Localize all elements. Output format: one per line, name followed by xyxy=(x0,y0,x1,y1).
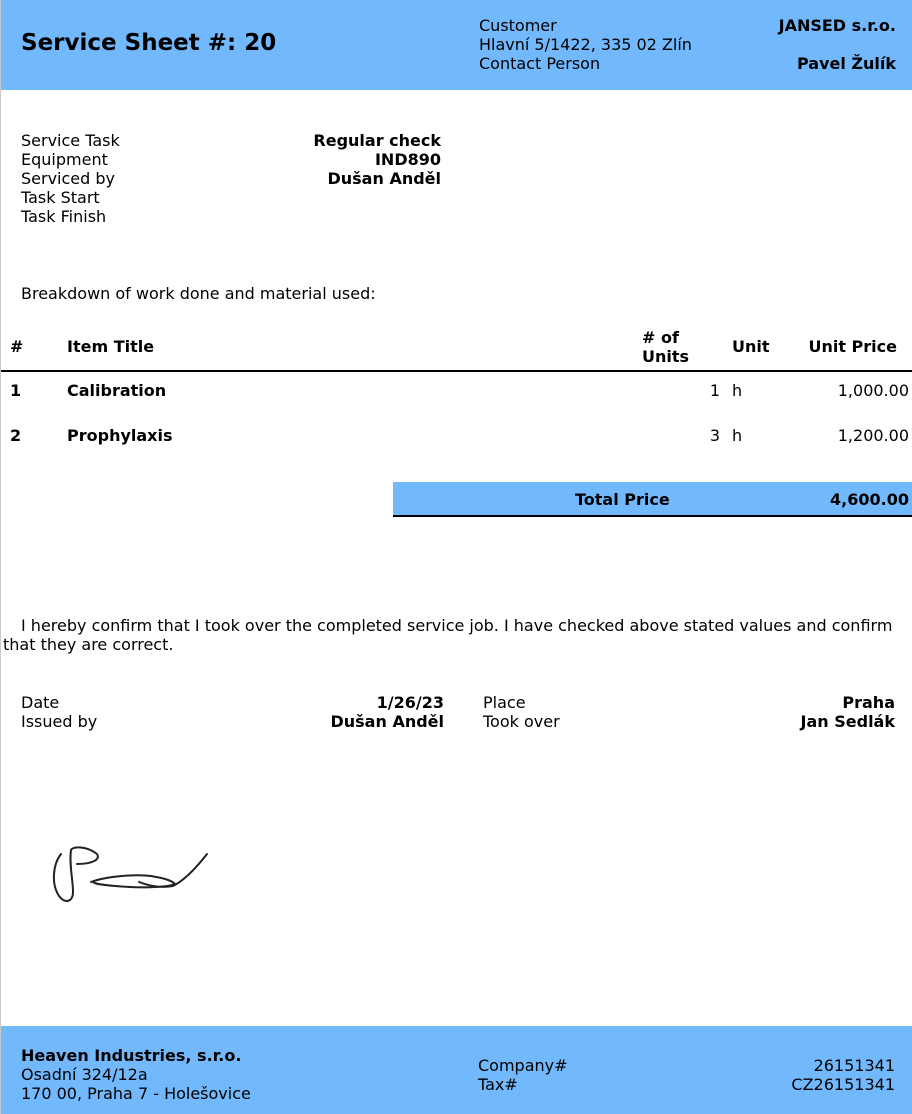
total-value: 4,600.00 xyxy=(830,490,909,509)
row-price: 1,200.00 xyxy=(837,426,909,445)
info-row-serviced-by xyxy=(21,169,441,188)
tax-value: CZ26151341 xyxy=(791,1075,895,1094)
info-label: Equipment xyxy=(21,150,108,169)
info-row-equipment xyxy=(21,150,441,169)
row-units: 3 xyxy=(709,426,720,445)
date-value: 1/26/23 xyxy=(376,693,444,712)
header xyxy=(1,0,912,90)
row-title: Prophylaxis xyxy=(67,426,173,445)
header-title: Item Title xyxy=(67,337,155,356)
header-units: # of Units xyxy=(642,328,690,366)
info-label: Task Start xyxy=(21,188,100,207)
place-row xyxy=(483,693,895,712)
info-row-service-task xyxy=(21,131,441,150)
sign-right xyxy=(483,693,895,731)
issued-value: Dušan Anděl xyxy=(330,712,444,731)
company-no-row xyxy=(478,1056,895,1075)
signature-image xyxy=(47,842,217,912)
total-label: Total Price xyxy=(575,490,670,509)
info-label: Serviced by xyxy=(21,169,115,188)
contact-name: Pavel Žulík xyxy=(796,54,896,73)
company-no-label: Company# xyxy=(478,1056,568,1075)
footer xyxy=(1,1026,912,1114)
info-value: Dušan Anděl xyxy=(327,169,441,188)
table-row xyxy=(1,372,912,417)
company-info xyxy=(21,1046,251,1103)
company-no-value: 26151341 xyxy=(813,1056,895,1075)
items-table xyxy=(1,326,912,462)
info-label: Task Finish xyxy=(21,207,107,226)
customer-address: Hlavní 5/1422, 335 02 Zlín xyxy=(479,35,692,54)
total-price-bar xyxy=(393,482,912,517)
info-value: IND890 xyxy=(374,150,441,169)
customer-block xyxy=(479,16,692,73)
service-info xyxy=(21,131,441,226)
row-num: 2 xyxy=(10,426,22,445)
issued-label: Issued by xyxy=(21,712,98,731)
header-price: Unit Price xyxy=(808,337,897,356)
row-units: 1 xyxy=(709,381,720,400)
tax-row xyxy=(478,1075,895,1094)
info-row-task-start xyxy=(21,188,441,207)
confirmation-text: I hereby confirm that I took over the completed service job. I have checked above stated values and confirm that they are correct. xyxy=(3,616,893,654)
breakdown-heading: Breakdown of work done and material used: xyxy=(21,284,376,303)
company-address-1: Osadní 324/12a xyxy=(21,1065,148,1084)
row-num: 1 xyxy=(10,381,22,400)
issued-row xyxy=(21,712,444,731)
date-label: Date xyxy=(21,693,60,712)
tax-label: Tax# xyxy=(478,1075,518,1094)
contact-label: Contact Person xyxy=(479,54,601,73)
header-unit: Unit xyxy=(732,337,770,356)
took-over-row xyxy=(483,712,895,731)
sign-left xyxy=(21,693,444,731)
row-unit: h xyxy=(732,381,743,400)
company-ids xyxy=(478,1056,895,1094)
row-unit: h xyxy=(732,426,743,445)
table-row xyxy=(1,417,912,462)
page-title: Service Sheet #: 20 xyxy=(21,30,277,56)
info-value: Regular check xyxy=(313,131,441,150)
customer-values xyxy=(779,16,896,73)
row-title: Calibration xyxy=(67,381,167,400)
company-address-2: 170 00, Praha 7 - Holešovice xyxy=(21,1084,251,1103)
row-price: 1,000.00 xyxy=(837,381,909,400)
took-over-value: Jan Sedlák xyxy=(800,712,895,731)
company-name: Heaven Industries, s.r.o. xyxy=(21,1046,242,1065)
customer-name: JANSED s.r.o. xyxy=(778,16,896,35)
info-label: Service Task xyxy=(21,131,120,150)
info-row-task-finish xyxy=(21,207,441,226)
date-row xyxy=(21,693,444,712)
table-header xyxy=(1,326,912,372)
header-num: # xyxy=(10,337,24,356)
customer-label: Customer xyxy=(479,16,557,35)
took-over-label: Took over xyxy=(483,712,560,731)
place-label: Place xyxy=(483,693,526,712)
place-value: Praha xyxy=(842,693,895,712)
